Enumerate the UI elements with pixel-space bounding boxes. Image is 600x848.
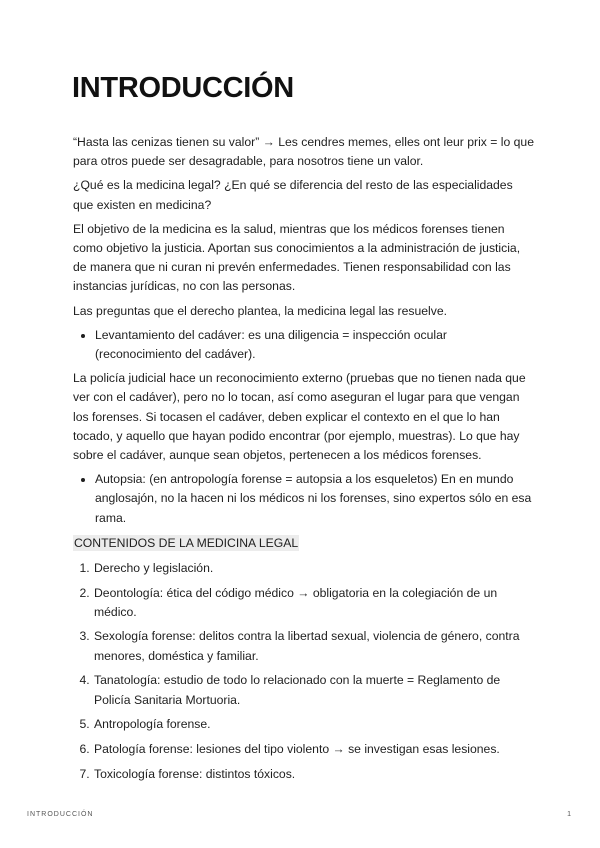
- contents-item: 1. Derecho y legislación.: [93, 559, 535, 578]
- paragraph-judicial-police: La policía judicial hace un reconocimiento externo (pruebas que no tienen nada que ver con el cadáver), pero no lo tocan, así como aseguran el lugar para que vengan los forenses. Si tocasen el cadáver, deben explicar el contexto en el que lo han tocado, y aquello que hayan podido encontrar (por ejemplo, muestras). Lo que hay sobre el cadáver, aunque sean objetos, pertenecen a los médicos forenses.: [73, 371, 526, 463]
- section-heading: CONTENIDOS DE LA MEDICINA LEGAL: [74, 535, 299, 550]
- contents-item: 5. Antropología forense.: [93, 715, 535, 734]
- list-item: • Autopsia: (en antropología forense = autopsia a los esqueletos) En en mundo anglosajón, no la hacen ni los médicos ni los forenses, sino expertos sólo en esa rama.: [95, 470, 535, 528]
- page-title: INTRODUCCIÓN: [72, 72, 294, 104]
- bullet-list-2: [73, 470, 535, 528]
- document-body: [73, 133, 535, 789]
- contents-list: [73, 559, 535, 784]
- contents-item: 7. Toxicología forense: distintos tóxicos.: [93, 765, 535, 784]
- contents-item: 2. Deontología: ética del código médico → obligatoria en la colegiación de un médico.: [93, 584, 535, 622]
- contents-item: 6. Patología forense: lesiones del tipo violento → se investigan esas lesiones.: [93, 740, 535, 759]
- paragraph-objective: El objetivo de la medicina es la salud, mientras que los médicos forenses tienen como objetivo la justicia. Aportan sus conocimientos a la administración de justicia, de manera que ni curan ni prevén enfermedades. Tienen responsabilidad con las instancias jurídicas, no con las personas.: [73, 221, 521, 294]
- paragraph-questions-law: Las preguntas que el derecho plantea, la medicina legal las resuelve.: [73, 303, 447, 318]
- list-item: • Levantamiento del cadáver: es una diligencia = inspección ocular (reconocimiento del cadáver).: [95, 326, 535, 364]
- paragraph-question: ¿Qué es la medicina legal? ¿En qué se diferencia del resto de las especialidades que existen en medicina?: [73, 178, 513, 212]
- footer-page-number: 1: [567, 811, 571, 818]
- contents-item: 4. Tanatología: estudio de todo lo relacionado con la muerte = Reglamento de Policía Sanitaria Mortuoria.: [93, 671, 535, 709]
- paragraph-quote: “Hasta las cenizas tienen su valor” → Les cendres memes, elles ont leur prix = lo que para otros puede ser desagradable, para nosotros tiene un valor.: [73, 135, 534, 169]
- contents-item: 3. Sexología forense: delitos contra la libertad sexual, violencia de género, contra menores, doméstica y familiar.: [93, 627, 535, 665]
- bullet-list-1: [73, 326, 535, 364]
- footer-section-title: INTRODUCCIÓN: [27, 811, 94, 818]
